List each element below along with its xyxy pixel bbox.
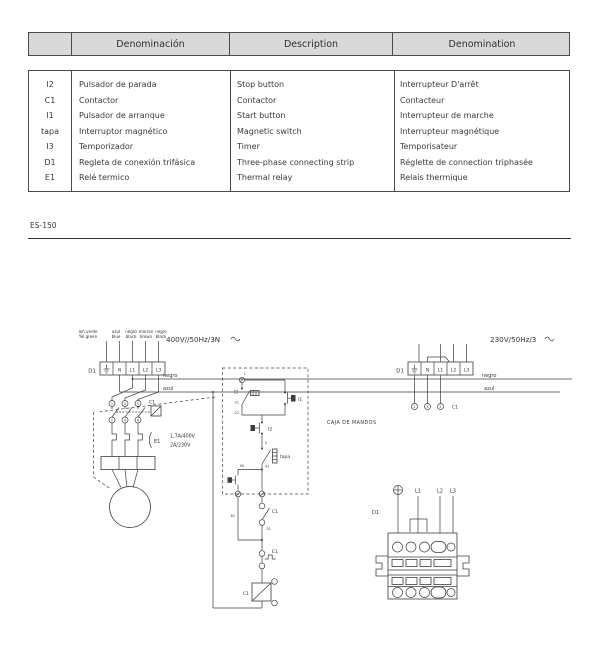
mount-tab-left [376,556,388,576]
coil-circuit [212,391,278,608]
supply-voltage-label: 400V//50Hz/3N [166,335,221,344]
contact-number: 5 [439,405,442,409]
wire-color-label: azul [111,329,121,334]
magnetic-switch-label: tapa [280,455,291,460]
terminal-label: L1 [437,368,444,374]
terminal-number: 3 [264,441,267,445]
contact-number: 4 [123,418,127,423]
row-fr: Interrupteur de marche [400,111,494,120]
row-es: Contactor [79,95,119,105]
connector-label: D1 [372,510,380,516]
terminal-number: 41 [265,464,270,469]
contactor-main-contacts [109,400,161,432]
wire-name-negro: negro [482,373,497,379]
contact-number: 3 [426,405,429,409]
wire-color-label: marron [138,329,154,334]
row-en: Magnetic switch [237,126,302,136]
wire-color-label: am.verde [78,329,98,334]
start-button-label: I1 [298,398,303,403]
contact-number: 1 [110,402,114,406]
wire-color-label: Yel.green [78,334,98,339]
row-id: C1 [44,95,56,105]
row-fr: Relais thermique [400,173,468,182]
jumper-loop [410,519,427,532]
motor [110,487,151,528]
aux-contact-label: C1 [272,510,279,515]
terminal-label: L3 [155,368,162,374]
terminal-number: 22 [234,411,239,415]
terminal-block-label: D1 [396,368,404,375]
row-en: Contactor [237,95,277,105]
row-es: Interruptor magnético [79,126,168,136]
thermal-rating: 2A/230V [170,443,191,449]
wire-color-label: black [155,334,167,339]
row-es: Pulsador de parada [79,80,157,89]
row-fr: Contacteur [400,95,445,105]
phase-label: L3 [450,488,456,495]
contact-number: 1 [413,405,416,409]
row-fr: Interrupteur magnétique [400,126,500,136]
row-fr: Interrupteur D'arrêt [400,80,479,89]
phase-label: L1 [415,488,421,495]
coil-label: C1 [242,592,249,597]
row-id: E1 [44,173,56,182]
wire-color-label: blue [111,334,121,339]
wire-name-negro: negro [163,373,178,379]
connector-block [372,486,469,600]
thermal-contact-label: E1 [272,550,278,555]
wire-color-label: black [125,334,137,339]
terminal-number: 52 [266,527,271,531]
phase-label: L2 [437,488,443,495]
row-en: Three-phase connecting strip [237,157,355,167]
contact-number: 5 [136,402,140,406]
supply-voltage-label: 230V/50Hz/3 [490,335,537,344]
row-es: Pulsador de arranque [79,111,165,120]
wire-name-azul: azul [484,386,495,392]
ac-sine-icon [545,337,554,341]
contact-number: 6 [136,418,140,423]
row-id: tapa [40,126,60,136]
supply-right [396,335,554,411]
contact-number: 3 [123,402,127,406]
row-en: Stop button [237,80,285,89]
terminal-label: N [117,368,122,374]
terminal-number: 61 [230,514,235,518]
mount-tab-right [457,556,469,576]
terminal-label: L1 [129,368,136,374]
terminal-label: L3 [463,368,470,374]
row-fr: Réglette de connection triphasée [400,157,533,167]
wire-name-azul: azul [163,386,174,392]
header-cell-en: Description [229,33,392,55]
contactor-label: C1 [149,400,156,406]
stop-button-label: I2 [268,427,273,433]
earth-icon [104,365,110,374]
terminal-label: L2 [450,368,457,374]
thermal-label: E1 [154,439,161,445]
model-code: ES-150 [30,221,57,230]
earth-terminal-icon [394,486,403,495]
wire-color-label: brown [139,334,153,339]
terminal-label: L2 [142,368,149,374]
terminal-number: 40 [239,464,244,468]
terminal-number: 1 [243,372,246,376]
row-es: Relé termico [79,173,130,182]
row-fr: Temporisateur [400,142,458,151]
terminal-label: N [425,368,430,374]
earth-icon [412,365,418,374]
row-en: Start button [237,111,286,120]
row-id: D1 [44,157,56,167]
wire-color-label: negro [155,329,167,334]
header-cell-es: Denominación [71,33,229,55]
row-id: I2 [46,80,54,89]
row-es: Temporizador [79,142,134,151]
control-box-title: CAJA DE MANDOS [327,421,377,426]
contact-number: 2 [110,418,114,423]
bracket-icon [149,432,151,448]
row-en: Thermal relay [237,173,293,182]
thermal-rating: 1,7A/400V [170,434,195,440]
thermal-relay [101,431,196,488]
contactor-label: C1 [452,405,459,411]
control-box [223,368,377,497]
terminal-number: 21 [234,400,239,405]
wire-color-label: negro [125,329,137,334]
header-cell-fr: Denomination [392,33,571,55]
row-id: I1 [46,111,54,120]
ac-sine-icon [231,337,240,341]
row-es: Regleta de conexión trifásica [79,157,196,167]
row-en: Timer [237,142,260,151]
timer-contact-label: I3 [233,390,238,396]
row-id: I3 [46,142,54,151]
terminal-block-label: D1 [88,368,96,375]
